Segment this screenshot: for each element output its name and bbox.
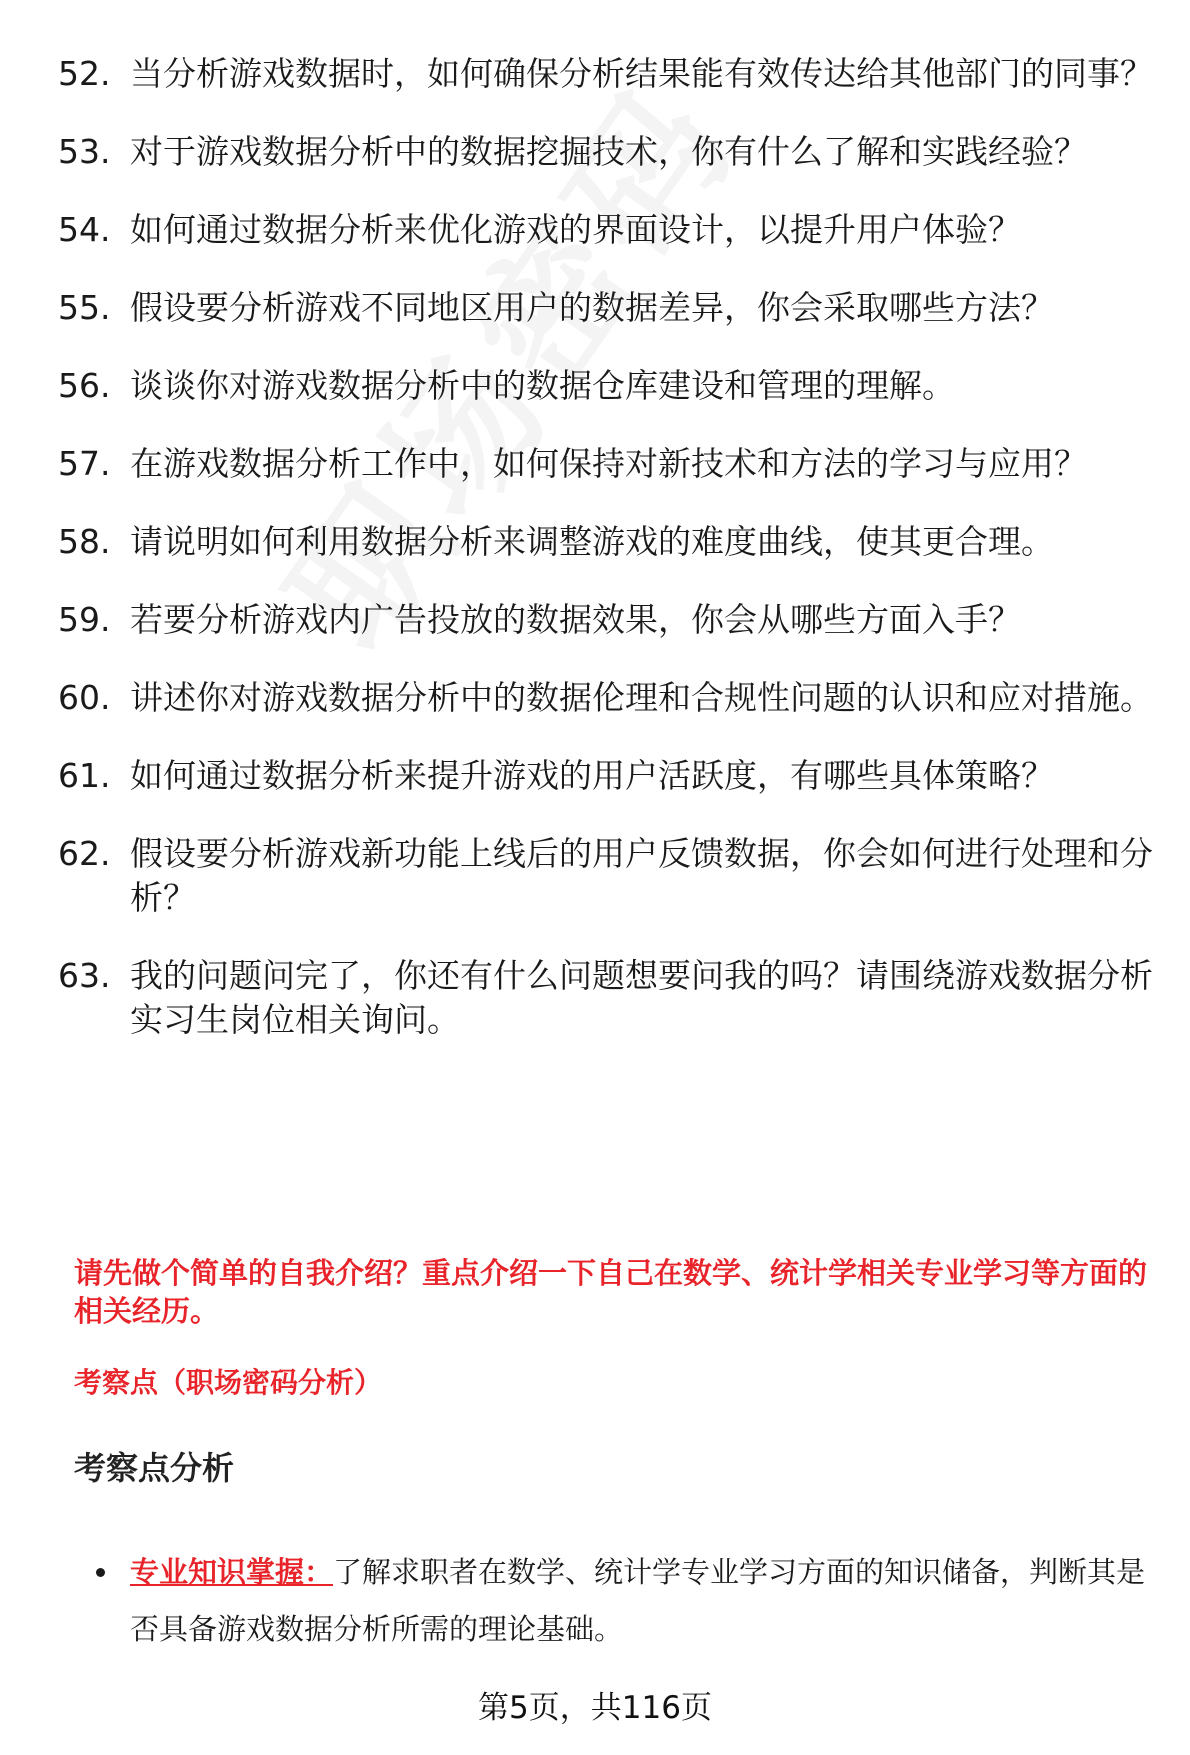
question-item [58,208,1153,252]
question-item [58,598,1153,642]
question-list [58,52,1153,1076]
analysis-heading: 考察点分析 [74,1449,235,1487]
exam-point-label: 考察点（职场密码分析） [74,1366,383,1399]
question-text: 假设要分析游戏不同地区用户的数据差异，你会采取哪些方法？ [130,288,1054,327]
question-text: 我的问题问完了，你还有什么问题想要问我的吗？请围绕游戏数据分析实习生岗位相关询问。 [130,956,1153,1039]
question-number: 58. [58,522,111,561]
question-item [58,364,1153,408]
question-item [58,676,1153,720]
question-number: 57. [58,444,111,483]
question-item [58,754,1153,798]
question-text: 假设要分析游戏新功能上线后的用户反馈数据，你会如何进行处理和分析？ [130,834,1153,917]
question-number: 56. [58,366,111,405]
question-text: 在游戏数据分析工作中，如何保持对新技术和方法的学习与应用？ [130,444,1087,483]
question-text: 如何通过数据分析来提升游戏的用户活跃度，有哪些具体策略？ [130,756,1054,795]
bullet-dot-icon [96,1568,105,1577]
question-item [58,954,1153,1042]
bullet-text: 了解求职者在数学、统计学专业学习方面的知识储备，判断其是否具备游戏数据分析所需的理论基础。 [130,1555,1146,1646]
question-text: 当分析游戏数据时，如何确保分析结果能有效传达给其他部门的同事？ [130,54,1153,93]
analysis-bullet [104,1544,1154,1658]
question-text: 如何通过数据分析来优化游戏的界面设计，以提升用户体验？ [130,210,1021,249]
question-text: 讲述你对游戏数据分析中的数据伦理和合规性问题的认识和应对措施。 [130,678,1153,717]
question-number: 63. [58,956,111,995]
question-item [58,832,1153,920]
bullet-title: 专业知识掌握： [130,1555,334,1589]
highlight-question: 请先做个简单的自我介绍？重点介绍一下自己在数学、统计学相关专业学习等方面的相关经历。 [74,1256,1148,1328]
question-item [58,130,1153,174]
question-number: 61. [58,756,111,795]
page-footer: 第5页，共116页 [478,1690,712,1726]
question-item [58,520,1153,564]
question-number: 52. [58,54,111,93]
question-number: 55. [58,288,111,327]
question-number: 60. [58,678,111,717]
question-number: 53. [58,132,111,171]
question-item [58,286,1153,330]
question-text: 若要分析游戏内广告投放的数据效果，你会从哪些方面入手？ [130,600,1021,639]
question-text: 对于游戏数据分析中的数据挖掘技术，你有什么了解和实践经验？ [130,132,1087,171]
question-text: 请说明如何利用数据分析来调整游戏的难度曲线，使其更合理。 [130,522,1054,561]
question-item [58,52,1153,96]
question-item [58,442,1153,486]
question-number: 62. [58,834,111,873]
question-text: 谈谈你对游戏数据分析中的数据仓库建设和管理的理解。 [130,366,955,405]
bullet-body [104,1544,1154,1658]
question-number: 54. [58,210,111,249]
question-number: 59. [58,600,111,639]
